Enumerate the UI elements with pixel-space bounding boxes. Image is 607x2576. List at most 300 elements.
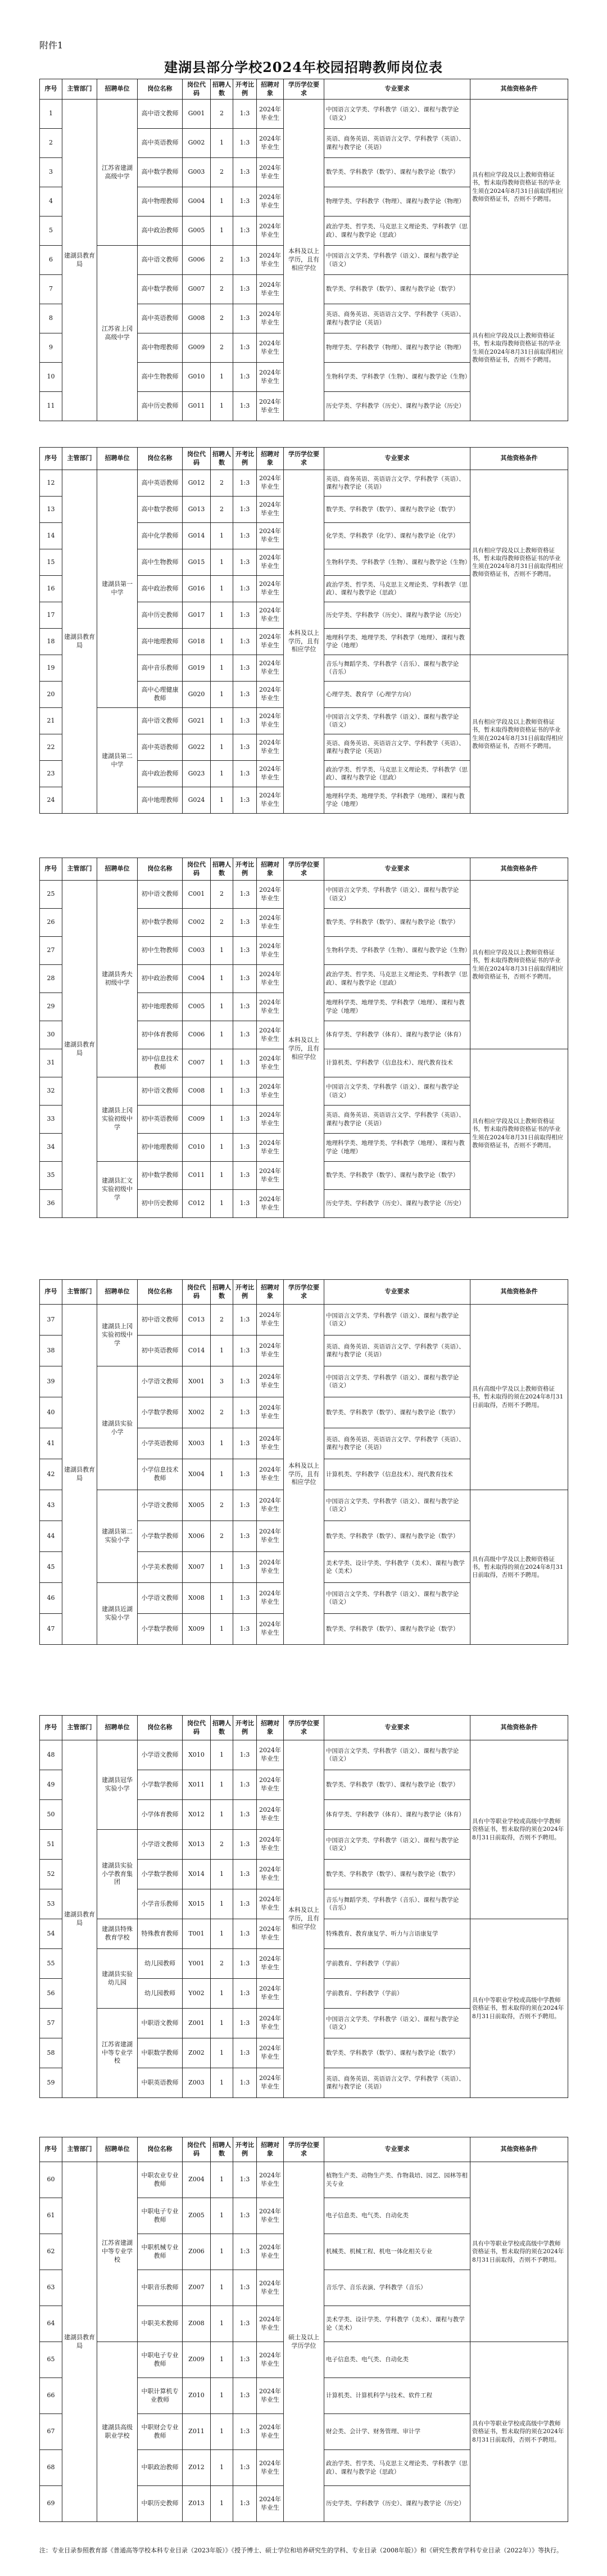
hire-count: 1 — [211, 2342, 233, 2378]
post-code: Z012 — [183, 2450, 211, 2486]
row-number: 67 — [40, 2414, 62, 2450]
exam-ratio: 1:3 — [233, 1106, 257, 1134]
exam-ratio: 1:3 — [233, 761, 257, 787]
major-requirement: 音乐学、音乐表演、学科教学（音乐） — [324, 2270, 470, 2306]
header-cell: 招聘人数 — [211, 1716, 233, 1740]
hire-count: 2 — [211, 1397, 233, 1428]
row-number: 3 — [40, 158, 62, 187]
major-requirement: 历史学类、学科教学（历史）、课程与教学论（历史） — [324, 392, 470, 421]
other-condition: 具有相应学段及以上教师资格证书，暂未取得教师资格证书的毕业生须在2024年8月31日前取得相应教师资格证书，否则不予聘用。 — [470, 655, 568, 814]
post-name: 小学数学教师 — [138, 1860, 183, 1889]
header-cell: 学历学位要求 — [284, 1280, 324, 1305]
unit-cell: 建湖县实验小学 — [97, 1366, 138, 1490]
hire-count: 2 — [211, 158, 233, 187]
post-code: G014 — [183, 523, 211, 549]
hire-count: 1 — [211, 1614, 233, 1645]
row-number: 18 — [40, 629, 62, 655]
target-cell: 2024年毕业生 — [257, 1106, 284, 1134]
row-number: 20 — [40, 682, 62, 708]
post-code: G006 — [183, 246, 211, 275]
post-code: T001 — [183, 1919, 211, 1949]
target-cell: 2024年毕业生 — [257, 2009, 284, 2038]
hire-count: 1 — [211, 392, 233, 421]
exam-ratio: 1:3 — [233, 216, 257, 246]
attachment-label: 附件1 — [39, 40, 64, 51]
post-code: Z008 — [183, 2306, 211, 2342]
row-number: 25 — [40, 881, 62, 909]
post-code: X011 — [183, 1770, 211, 1800]
header-cell: 开考比例 — [233, 2137, 257, 2162]
exam-ratio: 1:3 — [233, 1979, 257, 2009]
header-cell: 招聘人数 — [211, 2137, 233, 2162]
post-name: 初中英语教师 — [138, 1336, 183, 1366]
hire-count: 1 — [211, 1336, 233, 1366]
post-name: 初中语文教师 — [138, 881, 183, 909]
degree-cell: 本科及以上学历，且有相应学位 — [284, 100, 324, 421]
hire-count: 2 — [211, 100, 233, 129]
row-number: 49 — [40, 1770, 62, 1800]
post-code: C006 — [183, 1021, 211, 1049]
degree-cell: 本科及以上学历，且有相应学位 — [284, 470, 324, 814]
header-cell: 其他资格条件 — [470, 1716, 568, 1740]
hire-count: 1 — [211, 1190, 233, 1218]
hire-count: 1 — [211, 1428, 233, 1459]
row-number: 64 — [40, 2306, 62, 2342]
major-requirement: 中国语言文学类、学科教学（语文）、课程与教学论（语文） — [324, 1740, 470, 1770]
post-name: 中职计算机专业教师 — [138, 2378, 183, 2414]
unit-cell: 建湖县实验幼儿园 — [97, 1949, 138, 2009]
table-row — [40, 2162, 568, 2198]
major-requirement: 政治学类、哲学类、马克思主义理论类、学科教学（思政）、课程与教学论（思政） — [324, 761, 470, 787]
exam-ratio: 1:3 — [233, 1552, 257, 1583]
target-cell: 2024年毕业生 — [257, 304, 284, 333]
post-name: 初中信息技术教师 — [138, 1049, 183, 1077]
major-requirement: 生物科学类、学科教学（生物）、课程与教学论（生物） — [324, 363, 470, 392]
post-code: C001 — [183, 881, 211, 909]
post-name: 中职音乐教师 — [138, 2270, 183, 2306]
header-cell: 岗位代码 — [183, 448, 211, 470]
post-code: C003 — [183, 937, 211, 965]
major-requirement: 数学类、学科教学（数学）、课程与教学论（数学） — [324, 497, 470, 523]
hire-count: 2 — [211, 470, 233, 497]
recruitment-table-page-5 — [39, 1715, 568, 2098]
post-code: X012 — [183, 1800, 211, 1830]
row-number: 23 — [40, 761, 62, 787]
post-name: 高中语文教师 — [138, 246, 183, 275]
hire-count: 2 — [211, 1521, 233, 1552]
major-requirement: 英语、商务英语、英语语言文学、学科教学（英语）、课程与教学论（英语） — [324, 304, 470, 333]
target-cell: 2024年毕业生 — [257, 1800, 284, 1830]
target-cell: 2024年毕业生 — [257, 1614, 284, 1645]
row-number: 35 — [40, 1162, 62, 1190]
row-number: 34 — [40, 1134, 62, 1162]
unit-cell: 建湖县近湖实验小学 — [97, 1583, 138, 1645]
target-cell: 2024年毕业生 — [257, 1949, 284, 1979]
post-name: 幼儿园教师 — [138, 1949, 183, 1979]
row-number: 21 — [40, 708, 62, 734]
exam-ratio: 1:3 — [233, 576, 257, 602]
major-requirement: 生物科学类、学科教学（生物）、课程与教学论（生物） — [324, 549, 470, 576]
major-requirement: 数学类、学科教学（数学）、课程与教学论（数学） — [324, 1521, 470, 1552]
header-cell: 岗位名称 — [138, 1716, 183, 1740]
target-cell: 2024年毕业生 — [257, 1397, 284, 1428]
header-cell: 专业要求 — [324, 858, 470, 881]
post-name: 初中生物教师 — [138, 937, 183, 965]
department-cell: 建湖县教育局 — [62, 100, 97, 421]
hire-count: 1 — [211, 1162, 233, 1190]
major-requirement: 中国语言文学类、学科教学（语文）、课程与教学论（语文） — [324, 881, 470, 909]
post-name: 中职财会专业教师 — [138, 2414, 183, 2450]
header-cell: 招聘对象 — [257, 1716, 284, 1740]
post-name: 中职农业专业教师 — [138, 2162, 183, 2198]
unit-cell: 建湖县冠华实验小学 — [97, 1740, 138, 1830]
target-cell: 2024年毕业生 — [257, 965, 284, 993]
recruitment-table-page-2 — [39, 447, 568, 814]
row-number: 55 — [40, 1949, 62, 1979]
unit-cell: 建湖县汇文实验初级中学 — [97, 1162, 138, 1218]
exam-ratio: 1:3 — [233, 2038, 257, 2068]
post-name: 中职机械专业教师 — [138, 2234, 183, 2270]
row-number: 32 — [40, 1077, 62, 1106]
exam-ratio: 1:3 — [233, 1190, 257, 1218]
header-cell: 招聘对象 — [257, 858, 284, 881]
exam-ratio: 1:3 — [233, 708, 257, 734]
major-requirement: 体育学类、学科教学（体育）、课程与教学论（体育） — [324, 1800, 470, 1830]
header-cell: 学历学位要求 — [284, 448, 324, 470]
post-code: X007 — [183, 1552, 211, 1583]
post-name: 高中英语教师 — [138, 304, 183, 333]
header-cell: 其他资格条件 — [470, 858, 568, 881]
row-number: 40 — [40, 1397, 62, 1428]
post-code: G010 — [183, 363, 211, 392]
major-requirement: 数学类、学科教学（数学）、课程与教学论（数学） — [324, 275, 470, 304]
major-requirement: 历史学类、学科教学（历史）、课程与教学论（历史） — [324, 602, 470, 629]
hire-count: 1 — [211, 576, 233, 602]
exam-ratio: 1:3 — [233, 187, 257, 216]
row-number: 9 — [40, 333, 62, 363]
table-row — [40, 100, 568, 129]
header-cell: 岗位名称 — [138, 448, 183, 470]
header-cell: 招聘对象 — [257, 448, 284, 470]
exam-ratio: 1:3 — [233, 1134, 257, 1162]
post-code: C002 — [183, 909, 211, 937]
hire-count: 2 — [211, 1490, 233, 1521]
header-cell: 主管部门 — [62, 448, 97, 470]
row-number: 47 — [40, 1614, 62, 1645]
header-cell: 招聘人数 — [211, 79, 233, 100]
major-requirement: 电子信息类、电气类、自动化类 — [324, 2342, 470, 2378]
exam-ratio: 1:3 — [233, 2486, 257, 2522]
hire-count: 1 — [211, 708, 233, 734]
exam-ratio: 1:3 — [233, 1366, 257, 1397]
header-cell: 主管部门 — [62, 2137, 97, 2162]
target-cell: 2024年毕业生 — [257, 1049, 284, 1077]
major-requirement: 中国语言文学类、学科教学（语文）、课程与教学论（语文） — [324, 100, 470, 129]
post-name: 中职数学教师 — [138, 2038, 183, 2068]
header-cell: 岗位代码 — [183, 1280, 211, 1305]
post-code: G018 — [183, 629, 211, 655]
post-code: X006 — [183, 1521, 211, 1552]
exam-ratio: 1:3 — [233, 129, 257, 158]
header-cell: 招聘人数 — [211, 858, 233, 881]
hire-count: 2 — [211, 1305, 233, 1336]
exam-ratio: 1:3 — [233, 2414, 257, 2450]
target-cell: 2024年毕业生 — [257, 2198, 284, 2234]
post-name: 小学语文教师 — [138, 1830, 183, 1860]
row-number: 51 — [40, 1830, 62, 1860]
target-cell: 2024年毕业生 — [257, 2342, 284, 2378]
target-cell: 2024年毕业生 — [257, 1077, 284, 1106]
major-requirement: 计算机类、计算机科学与技术、软件工程 — [324, 2378, 470, 2414]
header-cell: 主管部门 — [62, 858, 97, 881]
other-condition: 具有中等职业学校或高级中学教师资格证书，暂未取得的须在2024年8月31日前取得，否则不予聘用。 — [470, 1740, 568, 1919]
header-cell: 学历学位要求 — [284, 79, 324, 100]
header-cell: 招聘单位 — [97, 79, 138, 100]
major-requirement: 财会类、会计学、财务管理、审计学 — [324, 2414, 470, 2450]
exam-ratio: 1:3 — [233, 497, 257, 523]
row-number: 1 — [40, 100, 62, 129]
hire-count: 1 — [211, 1459, 233, 1490]
header-cell: 其他资格条件 — [470, 448, 568, 470]
row-number: 56 — [40, 1979, 62, 2009]
header-cell: 专业要求 — [324, 448, 470, 470]
header-cell: 岗位名称 — [138, 79, 183, 100]
table-row — [40, 1305, 568, 1336]
post-code: Z004 — [183, 2162, 211, 2198]
target-cell: 2024年毕业生 — [257, 2270, 284, 2306]
row-number: 30 — [40, 1021, 62, 1049]
post-name: 初中语文教师 — [138, 1077, 183, 1106]
other-condition: 具有中等职业学校或高级中学教师资格证书，暂未取得的须在2024年8月31日前取得，否则不予聘用。 — [470, 1919, 568, 2098]
major-requirement: 美术学类、设计学类、学科教学（美术）、课程与教学论（美术） — [324, 1552, 470, 1583]
recruitment-table-page-6 — [39, 2137, 568, 2522]
exam-ratio: 1:3 — [233, 1860, 257, 1889]
target-cell: 2024年毕业生 — [257, 333, 284, 363]
post-code: Z003 — [183, 2068, 211, 2098]
row-number: 54 — [40, 1919, 62, 1949]
post-code: X001 — [183, 1366, 211, 1397]
hire-count: 2 — [211, 909, 233, 937]
post-name: 中职语文教师 — [138, 2009, 183, 2038]
post-code: G022 — [183, 734, 211, 761]
post-name: 小学体育教师 — [138, 1800, 183, 1830]
post-name: 高中音乐教师 — [138, 655, 183, 682]
exam-ratio: 1:3 — [233, 1949, 257, 1979]
post-code: G008 — [183, 304, 211, 333]
hire-count: 1 — [211, 1889, 233, 1919]
post-name: 小学语文教师 — [138, 1490, 183, 1521]
post-name: 小学美术教师 — [138, 1552, 183, 1583]
exam-ratio: 1:3 — [233, 1397, 257, 1428]
exam-ratio: 1:3 — [233, 1521, 257, 1552]
hire-count: 1 — [211, 1770, 233, 1800]
post-code: C007 — [183, 1049, 211, 1077]
post-code: Y001 — [183, 1949, 211, 1979]
post-code: C012 — [183, 1190, 211, 1218]
hire-count: 1 — [211, 965, 233, 993]
exam-ratio: 1:3 — [233, 602, 257, 629]
exam-ratio: 1:3 — [233, 1583, 257, 1614]
table-row — [40, 470, 568, 497]
header-cell: 招聘单位 — [97, 1716, 138, 1740]
hire-count: 1 — [211, 216, 233, 246]
post-code: G020 — [183, 682, 211, 708]
exam-ratio: 1:3 — [233, 1889, 257, 1919]
post-code: X010 — [183, 1740, 211, 1770]
post-code: X015 — [183, 1889, 211, 1919]
target-cell: 2024年毕业生 — [257, 1428, 284, 1459]
other-condition: 具有相应学段及以上教师资格证书，暂未取得教师资格证书的毕业生须在2024年8月31日前取得相应教师资格证书，否则不予聘用。 — [470, 470, 568, 655]
exam-ratio: 1:3 — [233, 549, 257, 576]
post-name: 高中历史教师 — [138, 602, 183, 629]
degree-cell: 本科及以上学历，且有相应学位 — [284, 1305, 324, 1645]
target-cell: 2024年毕业生 — [257, 2068, 284, 2098]
post-name: 高中语文教师 — [138, 708, 183, 734]
hire-count: 1 — [211, 129, 233, 158]
hire-count: 2 — [211, 881, 233, 909]
post-name: 小学语文教师 — [138, 1366, 183, 1397]
row-number: 60 — [40, 2162, 62, 2198]
major-requirement: 地理科学类、地理学类、学科教学（地理）、课程与教学论（地理） — [324, 1134, 470, 1162]
post-name: 高中物理教师 — [138, 187, 183, 216]
target-cell: 2024年毕业生 — [257, 1979, 284, 2009]
unit-cell: 建湖县高级职业学校 — [97, 2342, 138, 2522]
row-number: 10 — [40, 363, 62, 392]
department-cell: 建湖县教育局 — [62, 881, 97, 1218]
target-cell: 2024年毕业生 — [257, 787, 284, 814]
hire-count: 1 — [211, 1134, 233, 1162]
post-code: C008 — [183, 1077, 211, 1106]
row-number: 22 — [40, 734, 62, 761]
target-cell: 2024年毕业生 — [257, 2306, 284, 2342]
post-code: C014 — [183, 1336, 211, 1366]
row-number: 24 — [40, 787, 62, 814]
target-cell: 2024年毕业生 — [257, 1889, 284, 1919]
post-code: G005 — [183, 216, 211, 246]
exam-ratio: 1:3 — [233, 965, 257, 993]
post-name: 中职电子专业教师 — [138, 2342, 183, 2378]
hire-count: 1 — [211, 1583, 233, 1614]
post-code: G015 — [183, 549, 211, 576]
exam-ratio: 1:3 — [233, 100, 257, 129]
post-name: 小学数学教师 — [138, 1614, 183, 1645]
header-cell: 专业要求 — [324, 1716, 470, 1740]
post-name: 高中政治教师 — [138, 761, 183, 787]
post-name: 高中英语教师 — [138, 470, 183, 497]
post-code: G004 — [183, 187, 211, 216]
target-cell: 2024年毕业生 — [257, 2414, 284, 2450]
other-condition: 具有相应学段及以上教师资格证书，暂未取得教师资格证书的毕业生须在2024年8月31日前取得相应教师资格证书，否则不予聘用。 — [470, 1049, 568, 1218]
target-cell: 2024年毕业生 — [257, 734, 284, 761]
post-code: X004 — [183, 1459, 211, 1490]
major-requirement: 地理科学类、地理学类、学科教学（地理）、课程与教学论（地理） — [324, 787, 470, 814]
major-requirement: 中国语言文学类、学科教学（语文）、课程与教学论（语文） — [324, 708, 470, 734]
target-cell: 2024年毕业生 — [257, 1162, 284, 1190]
header-cell: 招聘单位 — [97, 2137, 138, 2162]
hire-count: 1 — [211, 1919, 233, 1949]
table-row — [40, 1740, 568, 1770]
header-cell: 主管部门 — [62, 79, 97, 100]
hire-count: 1 — [211, 2068, 233, 2098]
row-number: 28 — [40, 965, 62, 993]
header-cell: 开考比例 — [233, 1716, 257, 1740]
hire-count: 1 — [211, 549, 233, 576]
row-number: 36 — [40, 1190, 62, 1218]
table-row — [40, 881, 568, 909]
row-number: 58 — [40, 2038, 62, 2068]
target-cell: 2024年毕业生 — [257, 761, 284, 787]
exam-ratio: 1:3 — [233, 993, 257, 1021]
row-number: 11 — [40, 392, 62, 421]
major-requirement: 机械类、机械工程、机电一体化相关专业 — [324, 2234, 470, 2270]
header-cell: 其他资格条件 — [470, 1280, 568, 1305]
hire-count: 1 — [211, 629, 233, 655]
post-name: 小学音乐教师 — [138, 1889, 183, 1919]
header-cell: 序号 — [40, 1716, 62, 1740]
post-code: Z001 — [183, 2009, 211, 2038]
target-cell: 2024年毕业生 — [257, 275, 284, 304]
exam-ratio: 1:3 — [233, 2068, 257, 2098]
row-number: 7 — [40, 275, 62, 304]
row-number: 13 — [40, 497, 62, 523]
post-code: Z006 — [183, 2234, 211, 2270]
major-requirement: 数学类、学科教学（数学）、课程与教学论（数学） — [324, 2038, 470, 2068]
target-cell: 2024年毕业生 — [257, 497, 284, 523]
post-code: Z009 — [183, 2342, 211, 2378]
major-requirement: 政治学类、哲学类、马克思主义理论类、学科教学（思政）、课程与教学论（思政） — [324, 2450, 470, 2486]
exam-ratio: 1:3 — [233, 1459, 257, 1490]
post-name: 中职历史教师 — [138, 2486, 183, 2522]
post-name: 特殊教育教师 — [138, 1919, 183, 1949]
target-cell: 2024年毕业生 — [257, 909, 284, 937]
post-name: 高中物理教师 — [138, 333, 183, 363]
post-name: 小学数学教师 — [138, 1770, 183, 1800]
exam-ratio: 1:3 — [233, 333, 257, 363]
post-code: X013 — [183, 1830, 211, 1860]
post-code: G019 — [183, 655, 211, 682]
hire-count: 1 — [211, 602, 233, 629]
major-requirement: 计算机类、学科教学（信息技术）、现代教育技术 — [324, 1459, 470, 1490]
unit-cell: 建湖县第一中学 — [97, 470, 138, 708]
row-number: 4 — [40, 187, 62, 216]
hire-count: 1 — [211, 787, 233, 814]
post-code: Z013 — [183, 2486, 211, 2522]
hire-count: 1 — [211, 2009, 233, 2038]
exam-ratio: 1:3 — [233, 734, 257, 761]
hire-count: 1 — [211, 1077, 233, 1106]
department-cell: 建湖县教育局 — [62, 1305, 97, 1645]
unit-cell: 建湖县上冈实验初级中学 — [97, 1077, 138, 1162]
exam-ratio: 1:3 — [233, 881, 257, 909]
row-number: 46 — [40, 1583, 62, 1614]
row-number: 50 — [40, 1800, 62, 1830]
exam-ratio: 1:3 — [233, 1162, 257, 1190]
post-name: 高中政治教师 — [138, 576, 183, 602]
header-cell: 主管部门 — [62, 1280, 97, 1305]
header-cell: 岗位代码 — [183, 1716, 211, 1740]
post-code: X008 — [183, 1583, 211, 1614]
unit-cell: 江苏省建湖高级中学 — [97, 100, 138, 246]
post-name: 幼儿园教师 — [138, 1979, 183, 2009]
degree-cell: 硕士及以上学历学位 — [284, 2162, 324, 2522]
post-name: 中职美术教师 — [138, 2306, 183, 2342]
hire-count: 1 — [211, 993, 233, 1021]
post-name: 高中生物教师 — [138, 549, 183, 576]
major-requirement: 政治学类、哲学类、马克思主义理论类、学科教学（思政）、课程与教学论（思政） — [324, 576, 470, 602]
hire-count: 1 — [211, 523, 233, 549]
exam-ratio: 1:3 — [233, 246, 257, 275]
row-number: 31 — [40, 1049, 62, 1077]
